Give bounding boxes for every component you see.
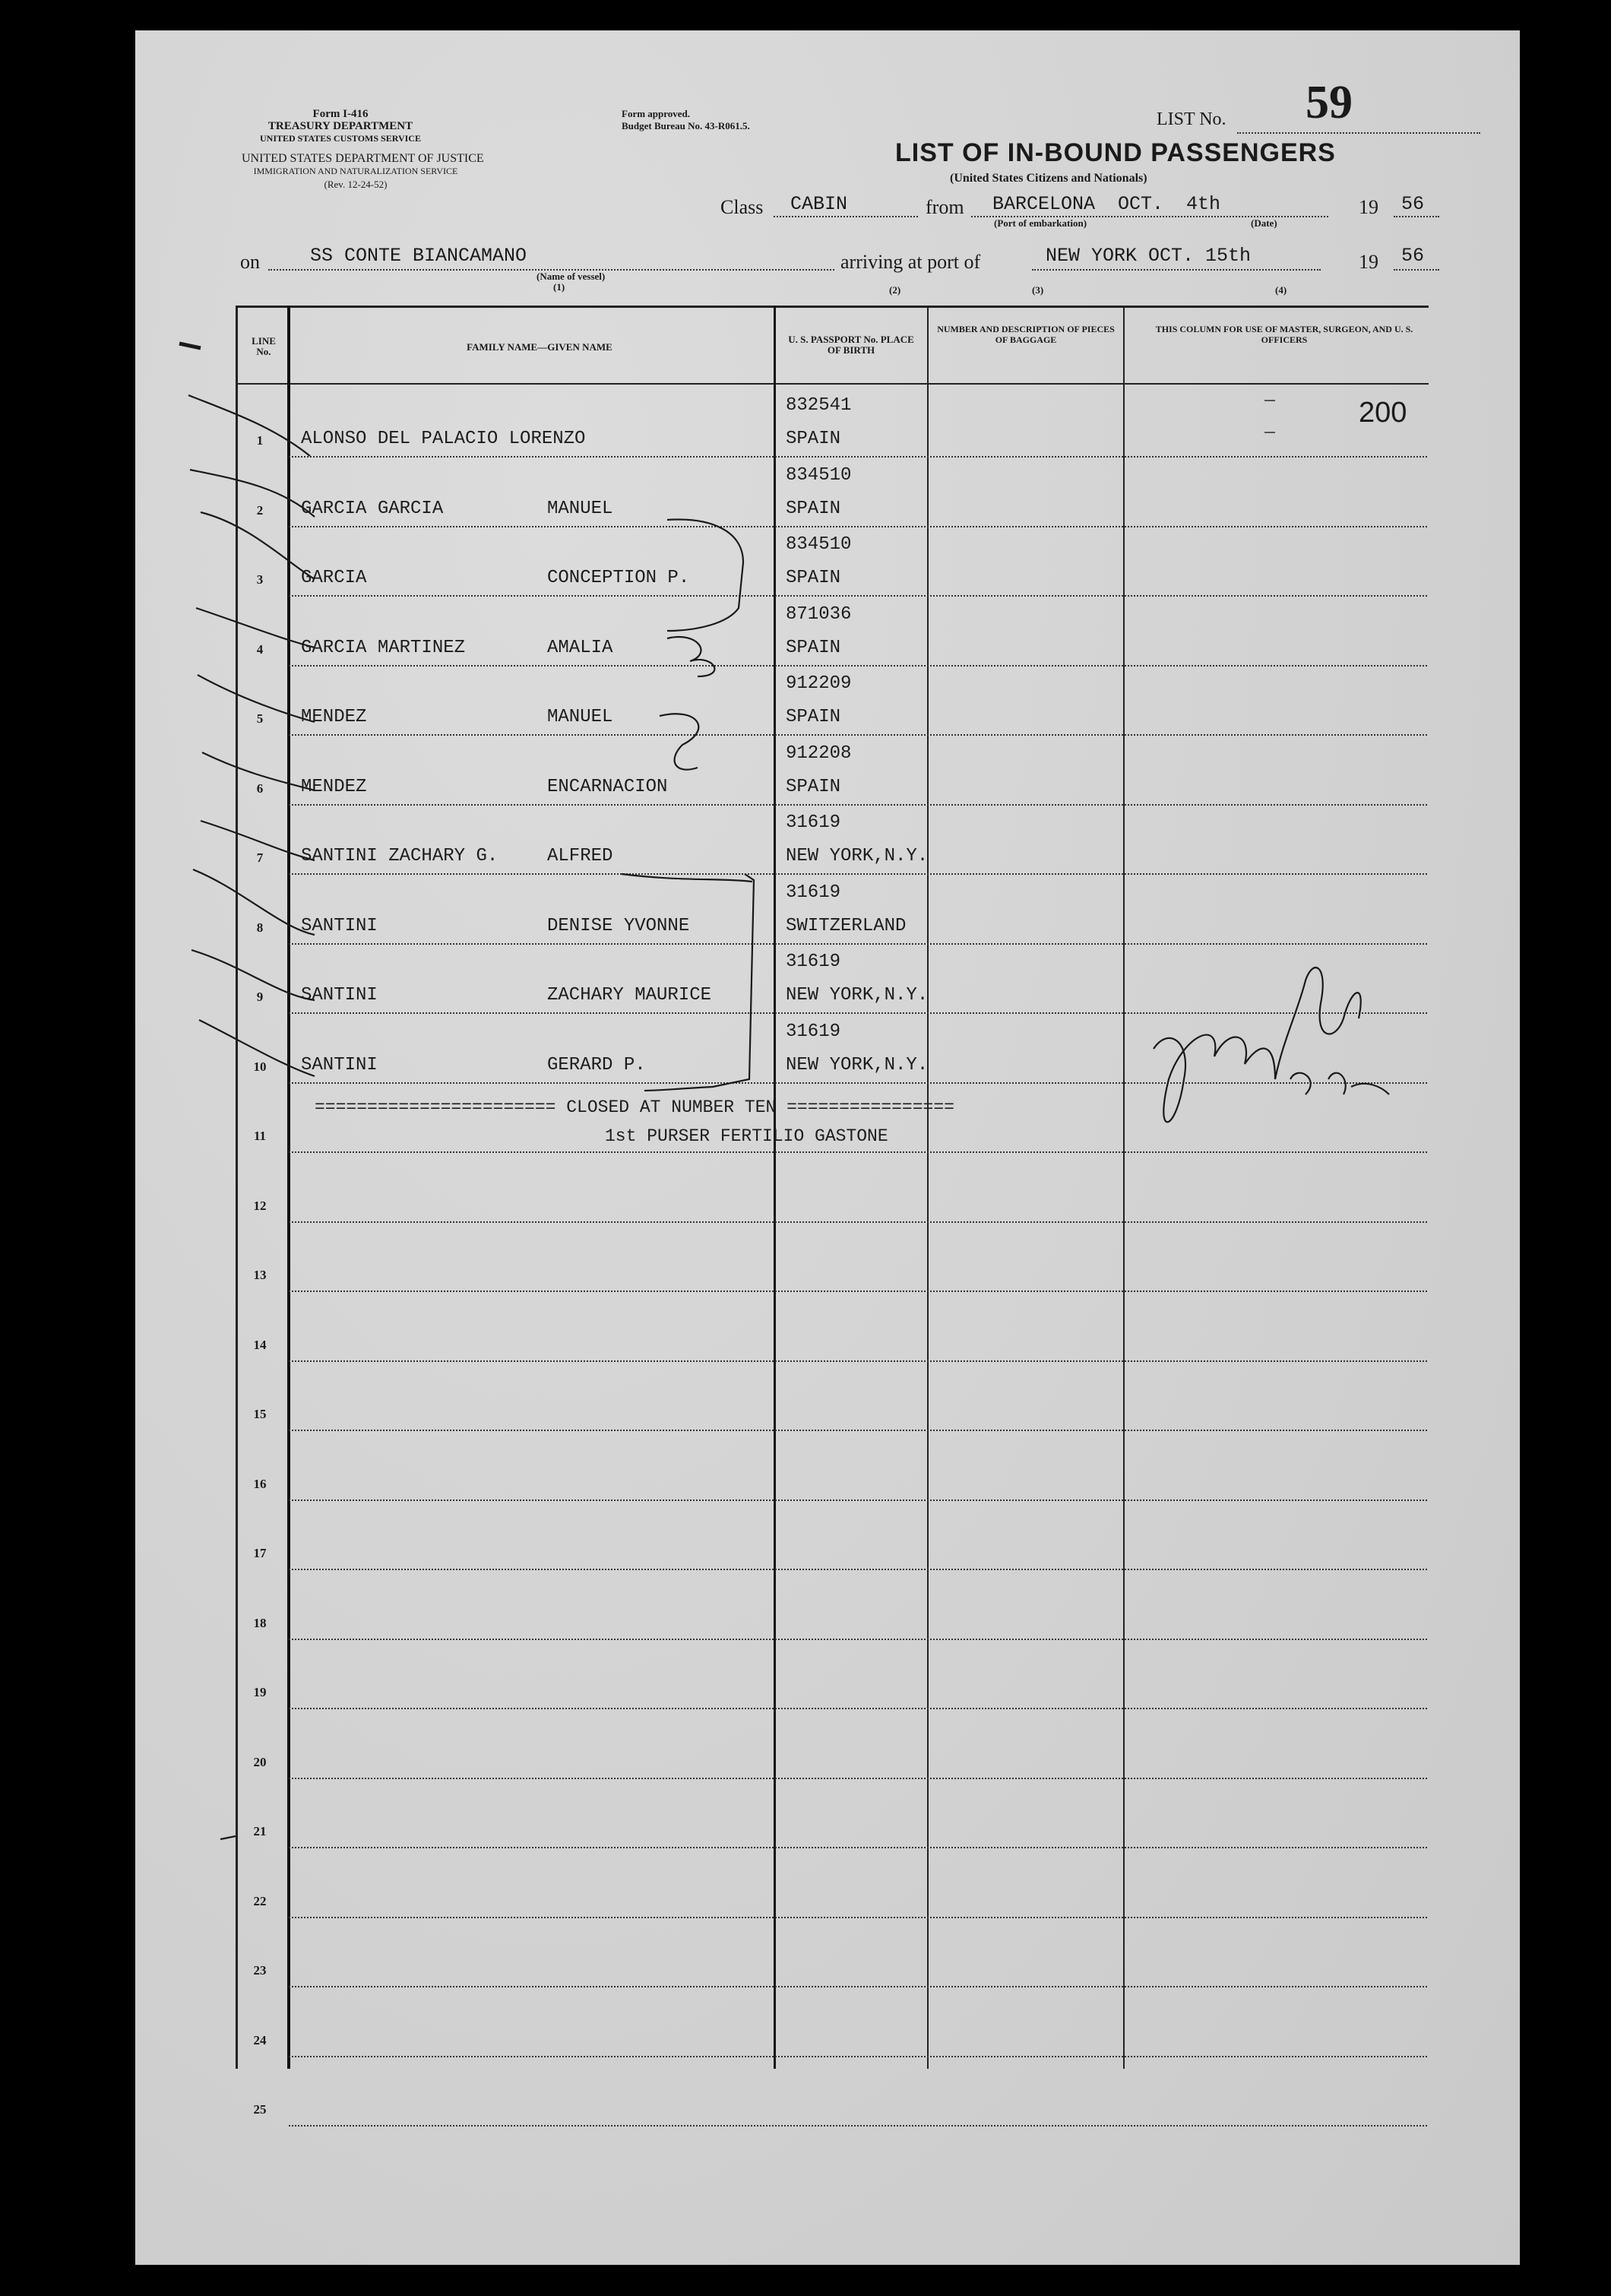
line-number: 21 <box>253 1824 267 1838</box>
line-number: 9 <box>256 990 264 1004</box>
scribble-1 <box>667 637 714 676</box>
justice-dept: UNITED STATES DEPARTMENT OF JUSTICE <box>242 152 484 165</box>
line-number: 12 <box>253 1198 267 1213</box>
col-header-line: LINE No. <box>252 335 276 357</box>
on-label: on <box>240 251 260 273</box>
family-name: MENDEZ <box>301 776 367 797</box>
given-name: CONCEPTION P. <box>547 568 690 588</box>
place-of-birth: SPAIN <box>786 776 841 797</box>
year-prefix-2: 19 <box>1359 251 1378 273</box>
pen-mark <box>220 1836 236 1839</box>
family-name: MENDEZ <box>301 707 367 727</box>
col-header-officers: THIS COLUMN FOR USE OF MASTER, SURGEON, AND U. S. OFFICERS <box>1155 324 1413 345</box>
customs-service: UNITED STATES CUSTOMS SERVICE <box>260 133 421 144</box>
officer-initials <box>1290 1073 1389 1094</box>
col-header-passport: U. S. PASSPORT No. PLACE OF BIRTH <box>788 334 914 356</box>
place-of-birth: SPAIN <box>786 637 841 658</box>
place-of-birth: NEW YORK,N.Y. <box>786 846 929 866</box>
from-label: from <box>926 196 964 218</box>
line-number: 11 <box>253 1129 267 1143</box>
check-6 <box>202 752 315 790</box>
line-number: 22 <box>253 1893 267 1908</box>
purser-line: 1st PURSER FERTILIO GASTONE <box>605 1126 888 1146</box>
line-number: 18 <box>253 1615 267 1630</box>
line-number: 10 <box>253 1059 267 1074</box>
bracket-1 <box>667 519 743 631</box>
handwritten-annotations <box>135 30 1520 2265</box>
given-name: ALFRED <box>547 846 613 866</box>
list-no-label: LIST No. <box>1157 109 1226 129</box>
embark-caption: (Port of embarkation) <box>994 217 1087 229</box>
check-8 <box>193 869 315 935</box>
line-number: 16 <box>253 1476 267 1491</box>
place-of-birth: SPAIN <box>786 568 841 588</box>
treasury-dept: TREASURY DEPARTMENT <box>267 120 413 132</box>
vessel-name: SS CONTE BIANCAMANO <box>310 245 527 267</box>
year-value-2: 56 <box>1401 245 1425 267</box>
passport-number: 834510 <box>786 464 852 486</box>
given-name: MANUEL <box>547 498 613 519</box>
line-number: 6 <box>256 781 264 796</box>
page-title: LIST OF IN-BOUND PASSENGERS <box>895 138 1336 167</box>
family-name: SANTINI ZACHARY G. <box>301 846 498 866</box>
family-name: SANTINI <box>301 915 378 936</box>
col4-number: (4) <box>1275 284 1287 296</box>
arriving-label: arriving at port of <box>840 251 981 273</box>
given-name: ZACHARY MAURICE <box>547 985 712 1005</box>
officer-signature <box>1154 967 1361 1122</box>
budget-bureau: Budget Bureau No. 43-R061.5. <box>622 120 750 131</box>
family-name: GARCIA MARTINEZ <box>301 637 466 658</box>
passport-number: 834510 <box>786 534 852 555</box>
line-number: 20 <box>253 1754 267 1769</box>
family-name: SANTINI <box>301 985 378 1005</box>
col-header-baggage: NUMBER AND DESCRIPTION OF PIECES OF BAGGAGE <box>937 324 1115 345</box>
bracket-link <box>622 874 752 882</box>
class-label: Class <box>720 196 764 218</box>
check-7 <box>201 821 315 860</box>
check-1 <box>188 395 310 456</box>
check-4 <box>196 608 315 648</box>
given-name: MANUEL <box>547 707 613 727</box>
vessel-caption: (Name of vessel) <box>536 271 606 282</box>
given-name: ENCARNACION <box>547 776 668 797</box>
place-of-birth: SPAIN <box>786 707 841 727</box>
line-number: 24 <box>253 2032 267 2047</box>
place-of-birth: SWITZERLAND <box>786 915 907 936</box>
check-10 <box>199 1020 315 1076</box>
given-name: GERARD P. <box>547 1054 646 1075</box>
line-number: 5 <box>256 711 264 726</box>
passport-number: 31619 <box>786 952 841 972</box>
from-value: BARCELONA OCT. 4th <box>992 193 1221 215</box>
check-5 <box>198 675 315 722</box>
page-subtitle: (United States Citizens and Nationals) <box>950 172 1147 185</box>
arriving-value: NEW YORK OCT. 15th <box>1046 245 1252 267</box>
passport-number: 832541 <box>786 395 852 416</box>
family-name: GARCIA <box>301 568 367 588</box>
line-number: 25 <box>253 2102 267 2117</box>
passport-number: 31619 <box>786 1021 841 1042</box>
passport-number: 912209 <box>786 673 852 694</box>
check-9 <box>191 950 315 1000</box>
line-number: 8 <box>256 920 264 935</box>
family-name: GARCIA GARCIA <box>301 498 444 519</box>
col3-number: (3) <box>1032 284 1044 296</box>
ins-service: IMMIGRATION AND NATURALIZATION SERVICE <box>253 166 458 176</box>
line-number: 17 <box>253 1546 267 1560</box>
family-name: SANTINI <box>301 1054 378 1075</box>
scribble-2 <box>660 714 698 769</box>
line-number: 19 <box>253 1685 267 1699</box>
year-value-1: 56 <box>1401 193 1425 215</box>
place-of-birth: SPAIN <box>786 429 841 449</box>
given-name: DENISE YVONNE <box>547 915 690 936</box>
form-number: Form I-416 <box>312 108 369 120</box>
bracket-2 <box>644 874 754 1091</box>
year-prefix-1: 19 <box>1359 196 1378 218</box>
line-number: 7 <box>256 850 264 865</box>
place-of-birth: NEW YORK,N.Y. <box>786 985 929 1005</box>
check-2 <box>190 470 315 517</box>
class-value: CABIN <box>790 193 848 215</box>
passport-number: 912208 <box>786 743 852 764</box>
line-number: 14 <box>253 1337 267 1352</box>
list-number: 59 <box>1306 77 1353 128</box>
passport-number: 31619 <box>786 812 841 833</box>
col-header-name: FAMILY NAME—GIVEN NAME <box>467 341 612 353</box>
passport-number: 31619 <box>786 882 841 903</box>
date-caption: (Date) <box>1251 217 1277 229</box>
given-name: AMALIA <box>547 637 613 658</box>
passport-number: 871036 <box>786 603 852 625</box>
form-revision: (Rev. 12-24-52) <box>324 179 388 190</box>
manifest-page <box>135 30 1520 2265</box>
form-approved: Form approved. <box>622 108 691 119</box>
place-of-birth: NEW YORK,N.Y. <box>786 1054 929 1075</box>
line-number: 4 <box>256 641 264 657</box>
vessel-col-number: (1) <box>553 281 565 293</box>
place-of-birth: SPAIN <box>786 498 841 519</box>
line-number: 3 <box>256 572 264 587</box>
col2-number: (2) <box>889 284 901 296</box>
family-name: ALONSO DEL PALACIO LORENZO <box>301 429 586 449</box>
line-number: 1 <box>256 433 264 448</box>
line-number: 2 <box>256 502 264 518</box>
closing-line: ======================= CLOSED AT NUMBER TEN ================ <box>315 1097 954 1117</box>
line-number: 13 <box>253 1268 267 1282</box>
tick-mark <box>179 344 201 348</box>
check-3 <box>201 512 315 579</box>
line-number: 15 <box>253 1407 267 1421</box>
line-number: 23 <box>253 1963 267 1978</box>
officer-note: 200 <box>1359 397 1407 429</box>
